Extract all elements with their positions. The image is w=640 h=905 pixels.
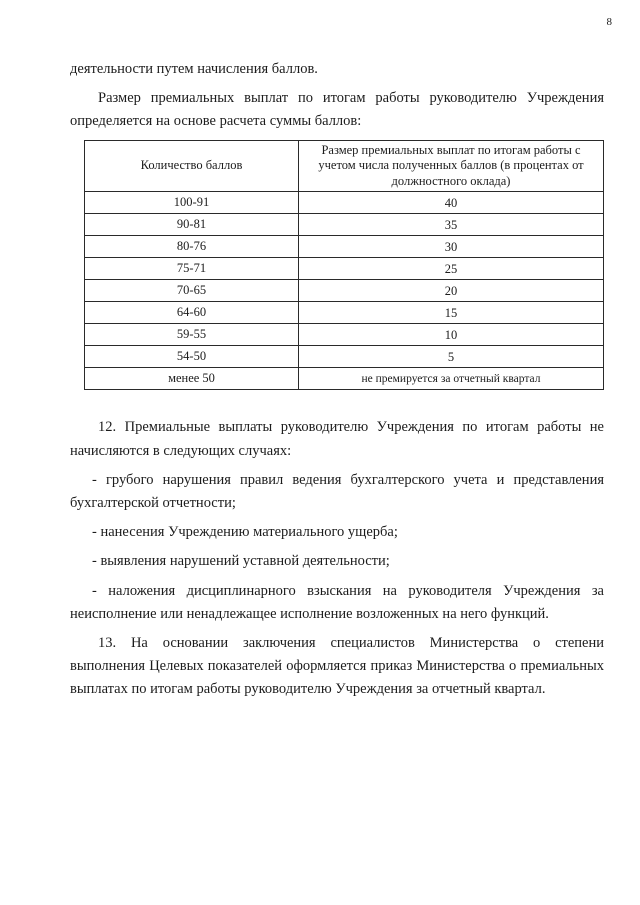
paragraph-bonus-intro: Размер премиальных выплат по итогам работы руководителю Учреждения определяется на основе расчета суммы баллов:: [70, 90, 604, 130]
document-body: [70, 58, 604, 708]
cell-bonus-percent: не премируется за отчетный квартал: [299, 368, 604, 390]
bonus-points-table: [84, 140, 604, 391]
table-body: [85, 192, 604, 390]
cell-points: 75-71: [85, 258, 299, 280]
table-row: [85, 368, 604, 390]
paragraph: 13. На основании заключения специалистов Министерства о степени выполнения Целевых показателей оформляется приказ Министерства о премиальных выплатах по итогам работы руководителю Учреждения за отчетный квартал.: [70, 634, 604, 698]
list-item: - нанесения Учреждению материального ущерба;: [92, 524, 398, 541]
cell-bonus-percent: 35: [299, 214, 604, 236]
cell-points: 100-91: [85, 192, 299, 214]
cell-points: 54-50: [85, 346, 299, 368]
cell-bonus-percent: 20: [299, 280, 604, 302]
paragraph-continuation: деятельности путем начисления баллов.: [70, 61, 318, 77]
table-row: [85, 236, 604, 258]
table-row: [85, 280, 604, 302]
cell-bonus-percent: 40: [299, 192, 604, 214]
cell-points: 59-55: [85, 324, 299, 346]
cell-bonus-percent: 10: [299, 324, 604, 346]
table-row: [85, 258, 604, 280]
page-number: 8: [606, 16, 612, 28]
paragraph: 12. Премиальные выплаты руководителю Учреждения по итогам работы не начисляются в следующих случаях:: [70, 419, 604, 459]
cell-bonus-percent: 15: [299, 302, 604, 324]
cell-points: 70-65: [85, 280, 299, 302]
table-header-row: [85, 140, 604, 192]
table-row: [85, 324, 604, 346]
cell-points: 80-76: [85, 236, 299, 258]
table-row: [85, 192, 604, 214]
cell-points: менее 50: [85, 368, 299, 390]
cell-bonus-percent: 5: [299, 346, 604, 368]
cell-points: 64-60: [85, 302, 299, 324]
bottom-paragraphs: [70, 416, 604, 701]
cell-points: 90-81: [85, 214, 299, 236]
header-points: Количество баллов: [85, 140, 299, 192]
cell-bonus-percent: 30: [299, 236, 604, 258]
list-item: - грубого нарушения правил ведения бухгалтерского учета и представления бухгалтерской отчетности;: [70, 471, 604, 511]
list-item: - выявления нарушений уставной деятельности;: [92, 553, 390, 570]
table-row: [85, 346, 604, 368]
list-item: - наложения дисциплинарного взыскания на руководителя Учреждения за неисполнение или ненадлежащее исполнение возложенных на него функций.: [70, 582, 604, 622]
cell-bonus-percent: 25: [299, 258, 604, 280]
table-row: [85, 214, 604, 236]
header-bonus-percent: Размер премиальных выплат по итогам работы с учетом числа полученных баллов (в процентах от должностного оклада): [299, 140, 604, 192]
table-row: [85, 302, 604, 324]
